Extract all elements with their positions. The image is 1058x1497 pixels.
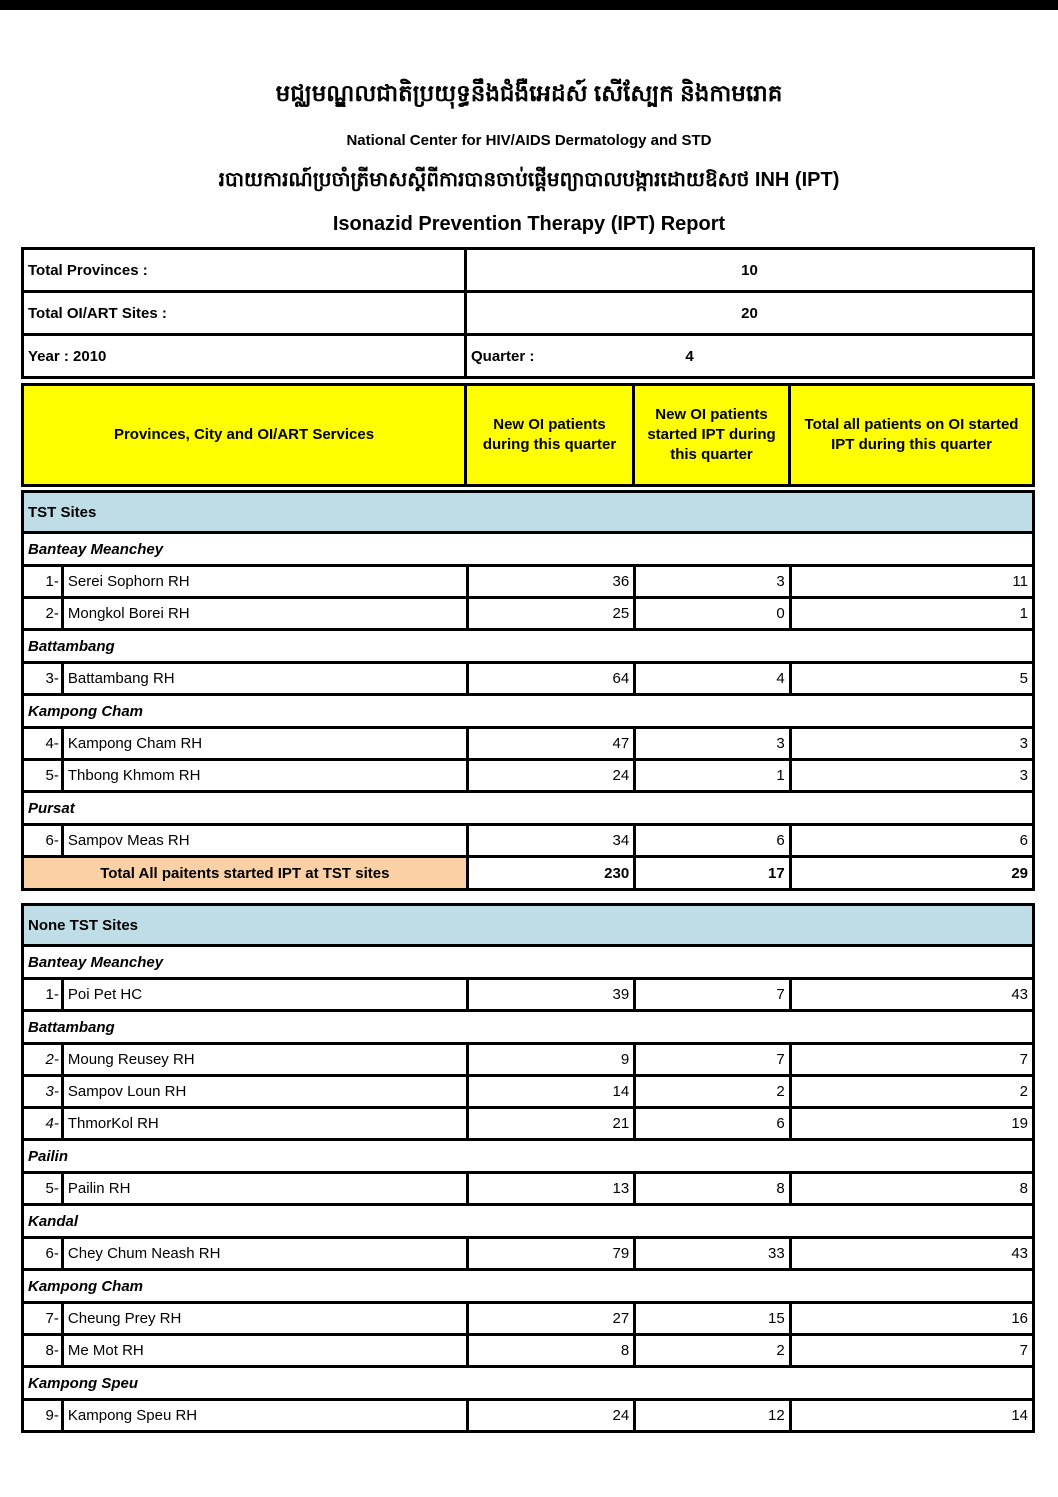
total-oi-ipt-value: 43 <box>789 1239 1032 1268</box>
site-name: Cheung Prey RH <box>61 1304 466 1333</box>
site-row <box>24 661 1032 693</box>
province-row <box>24 1138 1032 1171</box>
site-row <box>24 1171 1032 1203</box>
total-oi-ipt-value: 7 <box>789 1336 1032 1365</box>
total-sites-label: Total OI/ART Sites : <box>28 304 167 322</box>
site-row <box>24 1042 1032 1074</box>
new-oi-ipt-value: 2 <box>633 1336 789 1365</box>
site-number: 6- <box>45 1245 59 1262</box>
site-row <box>24 1236 1032 1268</box>
total-sites-value: 20 <box>464 293 1032 333</box>
column-header-row <box>24 386 1032 484</box>
site-number: 4- <box>45 1115 59 1132</box>
total-oi-ipt-value: 7 <box>789 1045 1032 1074</box>
total-oi-ipt-value: 3 <box>789 761 1032 790</box>
site-name: Pailin RH <box>61 1174 466 1203</box>
column-header-new-oi-ipt: New OI patients started IPT during this quarter <box>632 386 788 484</box>
report-title-khmer: របាយការណ៍ប្រចាំត្រីមាសស្តីពីការបានចាប់ផ្តើមព្យាបាលបង្ការដោយឱសថ INH (IPT) <box>218 169 840 191</box>
province-row <box>24 944 1032 977</box>
column-header-new-oi: New OI patients during this quarter <box>464 386 632 484</box>
province-name: Kampong Cham <box>28 702 144 720</box>
site-row <box>24 726 1032 758</box>
column-header-services: Provinces, City and OI/ART Services <box>24 386 464 484</box>
new-oi-patients-value: 25 <box>466 599 634 628</box>
site-number: 3- <box>45 1083 59 1100</box>
site-number: 2- <box>45 1051 59 1068</box>
site-name: Sampov Meas RH <box>61 826 466 855</box>
site-row <box>24 1106 1032 1138</box>
province-row <box>24 1203 1032 1236</box>
site-row <box>24 1333 1032 1365</box>
site-number: 5- <box>45 767 59 784</box>
total-oi-ipt-value: 6 <box>789 826 1032 855</box>
none-tst-sites-table <box>21 903 1035 1433</box>
total-oi-ipt-value: 19 <box>789 1109 1032 1138</box>
province-name: Kampong Cham <box>28 1277 144 1295</box>
province-row <box>24 1268 1032 1301</box>
center-name-english: National Center for HIV/AIDS Dermatology and STD <box>346 132 712 149</box>
site-name: ThmorKol RH <box>61 1109 466 1138</box>
province-name: Banteay Meanchey <box>28 953 164 971</box>
new-oi-ipt-value: 3 <box>633 567 789 596</box>
province-row <box>24 531 1032 564</box>
site-row <box>24 1074 1032 1106</box>
total-oi-ipt-value: 11 <box>789 567 1032 596</box>
province-name: Kampong Speu <box>28 1374 139 1392</box>
new-oi-patients-value: 27 <box>466 1304 634 1333</box>
quarter-value: 4 <box>685 347 694 365</box>
total-provinces-row <box>24 250 1032 290</box>
new-oi-ipt-value: 6 <box>633 826 789 855</box>
new-oi-ipt-value: 6 <box>633 1109 789 1138</box>
province-row <box>24 1365 1032 1398</box>
site-row <box>24 758 1032 790</box>
column-header-table <box>21 383 1035 487</box>
column-header-total-ipt: Total all patients on OI started IPT during this quarter <box>788 386 1032 484</box>
new-oi-patients-value: 79 <box>466 1239 634 1268</box>
site-row <box>24 1398 1032 1430</box>
new-oi-patients-value: 24 <box>466 1401 634 1430</box>
new-oi-patients-value: 21 <box>466 1109 634 1138</box>
site-name: Kampong Speu RH <box>61 1401 466 1430</box>
new-oi-patients-value: 8 <box>466 1336 634 1365</box>
site-row <box>24 1301 1032 1333</box>
total-oi-ipt-value: 1 <box>789 599 1032 628</box>
province-name: Battambang <box>28 637 115 655</box>
site-number: 7- <box>45 1310 59 1327</box>
site-name: Serei Sophorn RH <box>61 567 466 596</box>
total-oi-ipt-value: 5 <box>789 664 1032 693</box>
site-number: 5- <box>45 1180 59 1197</box>
site-name: Thbong Khmom RH <box>61 761 466 790</box>
site-name: Chey Chum Neash RH <box>61 1239 466 1268</box>
site-name: Mongkol Borei RH <box>61 599 466 628</box>
site-name: Me Mot RH <box>61 1336 466 1365</box>
year-label: Year : 2010 <box>28 347 107 365</box>
section-header-row <box>24 906 1032 944</box>
new-oi-patients-value: 14 <box>466 1077 634 1106</box>
province-name: Pursat <box>28 799 75 817</box>
province-name: Battambang <box>28 1018 115 1036</box>
total-row <box>24 855 1032 888</box>
new-oi-ipt-value: 12 <box>633 1401 789 1430</box>
new-oi-patients-value: 24 <box>466 761 634 790</box>
site-number: 1- <box>45 986 59 1003</box>
new-oi-patients-value: 36 <box>466 567 634 596</box>
total-oi-ipt-value: 43 <box>789 980 1032 1009</box>
top-black-bar <box>0 0 1058 10</box>
total-sites-row <box>24 290 1032 333</box>
new-oi-ipt-value: 7 <box>633 1045 789 1074</box>
new-oi-patients-value: 64 <box>466 664 634 693</box>
total-all-ipt-value: 29 <box>789 858 1032 888</box>
total-oi-ipt-value: 16 <box>789 1304 1032 1333</box>
total-label: Total All paitents started IPT at TST sites <box>24 858 466 888</box>
summary-table <box>21 247 1035 379</box>
quarter-label: Quarter : <box>471 347 535 365</box>
new-oi-patients-value: 47 <box>466 729 634 758</box>
new-oi-ipt-value: 4 <box>633 664 789 693</box>
province-row <box>24 628 1032 661</box>
site-name: Battambang RH <box>61 664 466 693</box>
total-oi-ipt-value: 14 <box>789 1401 1032 1430</box>
total-oi-ipt-value: 3 <box>789 729 1032 758</box>
new-oi-ipt-value: 1 <box>633 761 789 790</box>
site-name: Moung Reusey RH <box>61 1045 466 1074</box>
new-oi-ipt-value: 2 <box>633 1077 789 1106</box>
section-title: TST Sites <box>24 493 1032 531</box>
site-row <box>24 823 1032 855</box>
province-row <box>24 790 1032 823</box>
total-oi-ipt-value: 2 <box>789 1077 1032 1106</box>
new-oi-patients-value: 34 <box>466 826 634 855</box>
site-row <box>24 977 1032 1009</box>
section-header-row <box>24 493 1032 531</box>
new-oi-ipt-value: 15 <box>633 1304 789 1333</box>
province-name: Banteay Meanchey <box>28 540 164 558</box>
province-row <box>24 1009 1032 1042</box>
province-row <box>24 693 1032 726</box>
year-quarter-row <box>24 333 1032 376</box>
site-number: 4- <box>45 735 59 752</box>
total-new-oi-ipt-value: 17 <box>633 858 789 888</box>
new-oi-patients-value: 13 <box>466 1174 634 1203</box>
new-oi-ipt-value: 7 <box>633 980 789 1009</box>
new-oi-patients-value: 39 <box>466 980 634 1009</box>
site-number: 3- <box>45 670 59 687</box>
site-number: 6- <box>45 832 59 849</box>
new-oi-ipt-value: 3 <box>633 729 789 758</box>
site-row <box>24 564 1032 596</box>
site-number: 2- <box>45 605 59 622</box>
total-provinces-label: Total Provinces : <box>28 261 148 279</box>
site-number: 8- <box>45 1342 59 1359</box>
site-number: 9- <box>45 1407 59 1424</box>
report-title-english: Isonazid Prevention Therapy (IPT) Report <box>332 213 726 235</box>
site-name: Sampov Loun RH <box>61 1077 466 1106</box>
quarter-cell <box>464 336 1032 376</box>
total-new-oi-value: 230 <box>466 858 634 888</box>
site-name: Kampong Cham RH <box>61 729 466 758</box>
new-oi-patients-value: 9 <box>466 1045 634 1074</box>
province-name: Kandal <box>28 1212 79 1230</box>
new-oi-ipt-value: 0 <box>633 599 789 628</box>
total-oi-ipt-value: 8 <box>789 1174 1032 1203</box>
site-number: 1- <box>45 573 59 590</box>
province-name: Pailin <box>28 1147 69 1165</box>
new-oi-ipt-value: 33 <box>633 1239 789 1268</box>
new-oi-ipt-value: 8 <box>633 1174 789 1203</box>
center-name-khmer: មជ្ឈមណ្ឌលជាតិប្រយុទ្ធនឹងជំងឺអេដស៍ សើស្បែក និងកាមរោគ <box>275 80 783 106</box>
section-title: None TST Sites <box>24 906 1032 944</box>
site-name: Poi Pet HC <box>61 980 466 1009</box>
tst-sites-table <box>21 490 1035 891</box>
total-provinces-value: 10 <box>464 250 1032 290</box>
site-row <box>24 596 1032 628</box>
